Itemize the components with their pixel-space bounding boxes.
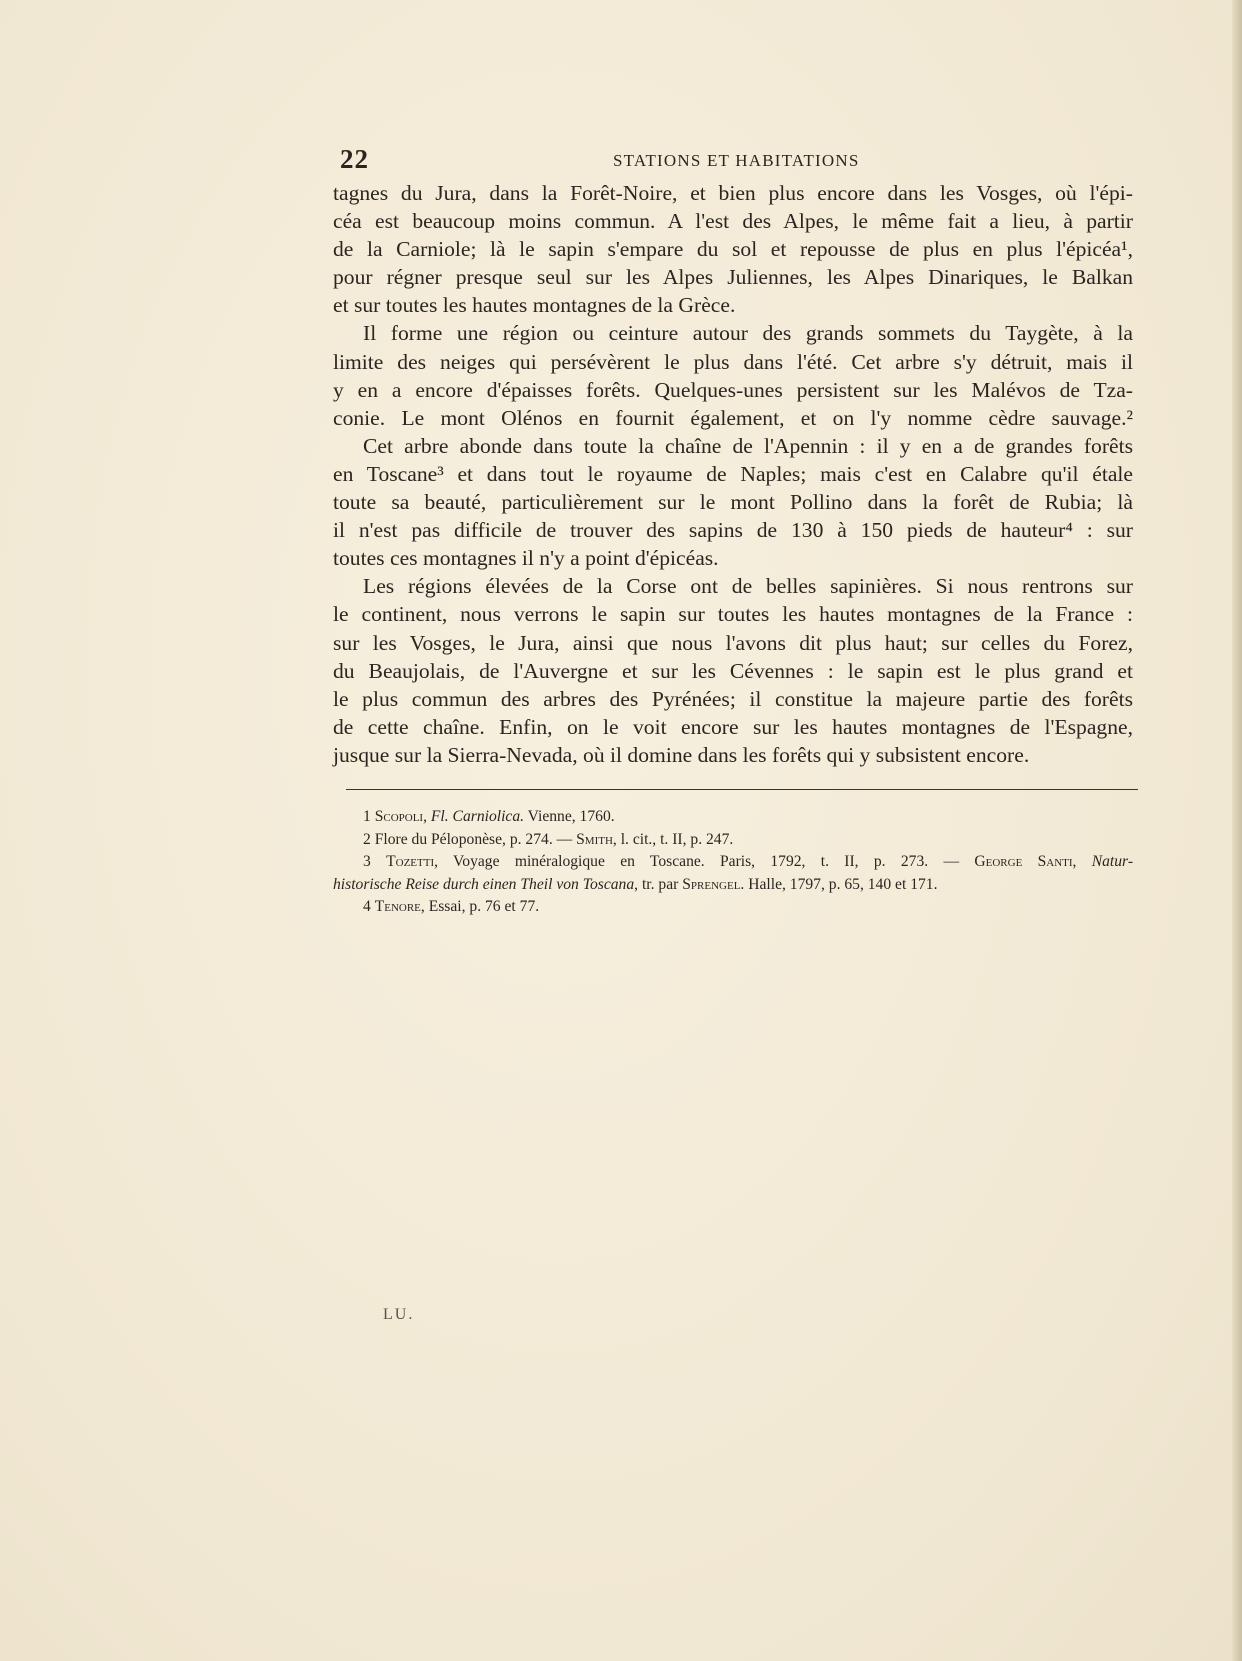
footnote-text: , tr. par — [634, 875, 683, 893]
footnote-2 — [333, 829, 1133, 852]
text-line: le plus commun des arbres des Pyrénées; il constitue la majeure partie des forêts — [333, 686, 1133, 711]
footnote-number: 1 — [363, 808, 371, 825]
footnote-text: , Essai, p. 76 et 77. — [420, 898, 540, 915]
footnote-4 — [333, 896, 1133, 919]
footnote-author: Tozetti — [386, 853, 435, 870]
main-text — [333, 179, 1133, 769]
footnote-text: , Voyage minéralogique en Toscane. Paris, 1792, t. II, p. 273. — — [434, 853, 975, 870]
text-line: le continent, nous verrons le sapin sur toutes les hautes montagnes de la France : — [333, 602, 1133, 627]
text-line: sur les Vosges, le Jura, ainsi que nous l'avons dit plus haut; sur celles du Forez, — [333, 630, 1133, 655]
text-line: de la Carniole; là le sapin s'empare du sol et repousse de plus en plus l'épicéa¹, — [333, 237, 1133, 262]
footnote-number: 3 — [363, 853, 371, 870]
text-line: Cet arbre abonde dans toute la chaîne de l'Apennin : il y en a de grandes forêts — [363, 433, 1133, 458]
footnote-text: , l. cit., t. II, p. 247. — [612, 830, 734, 848]
footnote-text: , — [423, 808, 431, 825]
footnotes — [333, 806, 1133, 919]
text-line: limite des neiges qui persévèrent le plus dans l'été. Cet arbre s'y détruit, mais il — [333, 349, 1133, 374]
text-line: il n'est pas difficile de trouver des sapins de 130 à 150 pieds de hauteur⁴ : sur — [333, 518, 1133, 543]
text-line: de cette chaîne. Enfin, on le voit encore sur les hautes montagnes de l'Espagne, — [333, 714, 1133, 739]
footnote-text: Vienne, 1760. — [524, 808, 615, 825]
page-header — [340, 144, 1140, 174]
running-head: STATIONS ET HABITATIONS — [613, 151, 860, 170]
footnote-title: historische Reise durch einen Theil von Toscana — [333, 875, 635, 893]
footnote-author: Smith — [576, 830, 613, 848]
footnote-number: 4 — [363, 898, 371, 915]
footnote-author: George Santi — [974, 853, 1073, 870]
text-line: toute sa beauté, particulièrement sur le mont Pollino dans la forêt de Rubia; là — [333, 490, 1133, 515]
stray-mark: LU. — [383, 1306, 415, 1323]
footnote-title: Natur- — [1091, 853, 1134, 870]
footnote-rule — [346, 789, 1138, 790]
text-line: et sur toutes les hautes montagnes de la Grèce. — [333, 293, 736, 318]
text-line: pour régner presque seul sur les Alpes Juliennes, les Alpes Dinariques, le Balkan — [333, 265, 1133, 290]
text-line: y en a encore d'épaisses forêts. Quelques-unes persistent sur les Malévos de Tza- — [333, 377, 1133, 402]
footnote-1 — [333, 806, 1133, 829]
text-line: Il forme une région ou ceinture autour des grands sommets du Taygète, à la — [363, 321, 1133, 346]
footnote-author: Tenore — [374, 898, 421, 915]
text-line: jusque sur la Sierra-Nevada, où il domine dans les forêts qui y subsistent encore. — [333, 742, 1030, 767]
page-edge-shadow — [1232, 0, 1242, 1661]
footnote-text: Flore du Péloponèse, p. 274. — — [374, 830, 577, 848]
footnote-author: Scopoli — [374, 808, 424, 825]
footnote-author: Sprengel — [682, 875, 741, 893]
text-line: en Toscane³ et dans tout le royaume de Naples; mais c'est en Calabre qu'il étale — [333, 461, 1133, 486]
text-line: toutes ces montagnes il n'y a point d'épicéas. — [333, 546, 719, 571]
footnote-number: 2 — [363, 830, 371, 848]
footnote-text: , — [1072, 853, 1092, 870]
footnote-3-continued — [333, 874, 1133, 897]
text-line: du Beaujolais, de l'Auvergne et sur les Cévennes : le sapin est le plus grand et — [333, 658, 1133, 683]
footnote-3 — [333, 851, 1133, 874]
page-number: 22 — [340, 144, 369, 174]
footnote-title: Fl. Carniolica. — [430, 808, 525, 825]
text-line: céa est beaucoup moins commun. A l'est des Alpes, le même fait a lieu, à partir — [333, 209, 1133, 234]
footnote-text: . Halle, 1797, p. 65, 140 et 171. — [740, 875, 938, 893]
text-line: conie. Le mont Olénos en fournit également, et on l'y nomme cèdre sauvage.² — [333, 405, 1133, 430]
text-line: tagnes du Jura, dans la Forêt-Noire, et bien plus encore dans les Vosges, où l'épi- — [333, 181, 1133, 205]
text-line: Les régions élevées de la Corse ont de belles sapinières. Si nous rentrons sur — [363, 574, 1133, 599]
